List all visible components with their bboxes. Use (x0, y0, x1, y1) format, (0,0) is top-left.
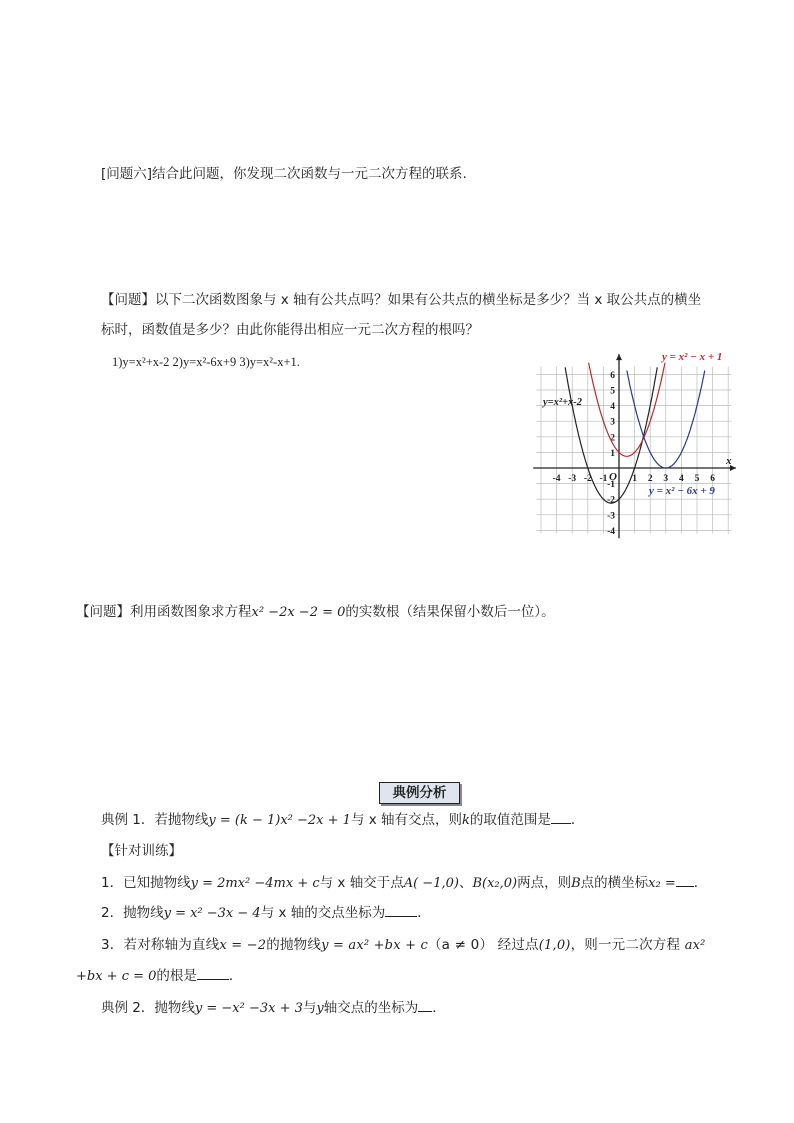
t3-line2-equation: +bx + c = 0 (76, 969, 157, 984)
t1-point-b: B(x₂,0) (472, 876, 518, 891)
label-black-parabola: y=x²+x-2 (543, 397, 583, 408)
t3-condition: （a ≠ 0） (427, 937, 494, 953)
origin-label: O (609, 471, 617, 483)
example-one: 典例 1．若抛物线y = (k − 1)x² −2x + 1与 x 轴有交点，则k的取值范围是 ． (101, 812, 585, 828)
x-axis-label: x (726, 455, 732, 467)
training-heading: 【针对训练】 (101, 843, 182, 859)
answer-blank[interactable] (197, 967, 229, 980)
curve-y-x2-x-1 (589, 363, 665, 457)
question-six: [问题六]结合此问题，你发现二次函数与一元二次方程的联系. (101, 166, 467, 182)
example-one-prefix: 典例 1．若抛物线 (101, 812, 209, 828)
answer-blank[interactable] (676, 874, 694, 887)
y-tick-label: 6 (610, 370, 615, 381)
problem-two-suffix: 的实数根（结果保留小数后一位）。 (345, 604, 555, 620)
t1-mid1: 与 x 轴交于点 (319, 875, 404, 891)
problem-two-equation: x² −2x −2 = 0 (251, 605, 346, 620)
y-tick-label: 5 (610, 386, 615, 397)
t1-mid2: 两点，则 (517, 875, 572, 891)
example-two-prefix: 典例 2．抛物线 (101, 1000, 195, 1016)
y-tick-label: -1 (607, 480, 615, 491)
x-tick-label: -2 (583, 474, 592, 484)
t1-var-b: B (571, 876, 581, 891)
y-tick-label: 4 (610, 402, 615, 413)
x-tick-label: -3 (568, 474, 577, 484)
t1-point-a: A( −1,0) (403, 876, 459, 891)
example-one-equation: y = (k − 1)x² −2x + 1 (208, 813, 351, 828)
problem-line-2: 标时，函数值是多少？由此你能得出相应一元二次方程的根吗？ (101, 322, 479, 338)
training-item-3 (101, 936, 706, 955)
answer-blank[interactable] (551, 811, 571, 824)
t1-equation: y = 2mx² −4mx + c (190, 876, 320, 891)
t2-prefix: 2．抛物线 (101, 905, 164, 921)
function-list: 1)y=x²+x-2 2)y=x²-6x+9 3)y=x²-x+1. (112, 355, 300, 369)
t3-point: (1,0) (538, 938, 571, 953)
y-tick-label: -2 (607, 495, 615, 506)
y-tick-label: -4 (607, 526, 615, 537)
example-two: 典例 2．抛物线y = −x² −3x + 3与y轴交点的坐标为 ． (101, 1000, 446, 1016)
training-item-2: 2．抛物线y = x² −3x − 4与 x 轴的交点坐标为 ． (101, 905, 431, 921)
problem-two-prefix: 【问题】利用函数图象求方程 (76, 604, 252, 620)
example-one-mid: 与 x 轴有交点，则 (350, 812, 463, 828)
t2-suffix: 与 x 轴的交点坐标为 (260, 905, 386, 921)
answer-blank[interactable] (418, 999, 432, 1012)
x-tick-label: 2 (647, 474, 653, 484)
y-tick-label: -3 (607, 511, 615, 522)
x-tick-label: 3 (663, 474, 669, 484)
t1-x2: x₂ = (648, 876, 676, 891)
example-two-equation: y = −x² −3x + 3 (194, 1001, 303, 1016)
y-tick-label: 3 (610, 417, 615, 428)
y-axis-arrow (616, 354, 622, 360)
t3-mid2: 经过点 (497, 937, 539, 953)
t3-eq-a: ax² (684, 938, 706, 953)
y-tick-label: 1 (610, 448, 615, 459)
x-tick-label: 5 (694, 474, 700, 484)
example-two-var: y (316, 1001, 324, 1016)
t3-equation: y = ax² +bx + c (321, 938, 428, 953)
graph-ticks (553, 371, 716, 537)
example-one-var: k (462, 813, 470, 828)
t1-sep: 、 (458, 875, 473, 891)
graph-grid (536, 367, 731, 534)
training-item-1: 1．已知抛物线y = 2mx² −4mx + c与 x 轴交于点A( −1,0)、B(x₂,0)两点，则B点的横坐标x₂ = ． (101, 875, 708, 891)
y-tick-label: 2 (610, 433, 615, 444)
x-tick-label: 6 (710, 474, 715, 484)
t3-mid3: ，则一元二次方程 (570, 937, 681, 953)
parabola-graph (532, 345, 747, 545)
t3-line2-text: 的根是 (156, 968, 197, 984)
label-blue-parabola: y = x² − 6x + 9 (649, 485, 715, 497)
x-tick-label: 1 (632, 474, 637, 484)
example-two-suffix: 轴交点的坐标为 (323, 1000, 419, 1016)
problem-two (76, 603, 555, 622)
section-title: 典例分析 (379, 782, 460, 804)
t1-mid3: 点的横坐标 (580, 875, 649, 891)
example-two-mid: 与 (302, 1000, 317, 1016)
answer-blank[interactable] (385, 904, 417, 917)
x-tick-label: -1 (599, 474, 608, 484)
t3-mid1: 的抛物线 (266, 937, 322, 953)
x-tick-label: 4 (679, 474, 684, 484)
t3-axis: x = −2 (219, 938, 267, 953)
problem-line-1: 【问题】以下二次函数图象与 x 轴有公共点吗？如果有公共点的横坐标是多少？当 x 取公共点的横坐 (101, 292, 702, 308)
t3-prefix: 3．若对称轴为直线 (101, 937, 220, 953)
t1-prefix: 1．已知抛物线 (101, 875, 191, 891)
label-red-parabola: y = x² − x + 1 (662, 351, 723, 363)
t2-equation: y = x² −3x − 4 (163, 906, 261, 921)
training-item-3-cont: +bx + c = 0的根是 ． (76, 968, 243, 984)
example-one-suffix: 的取值范围是 (469, 812, 551, 828)
x-tick-label: -4 (552, 474, 561, 484)
